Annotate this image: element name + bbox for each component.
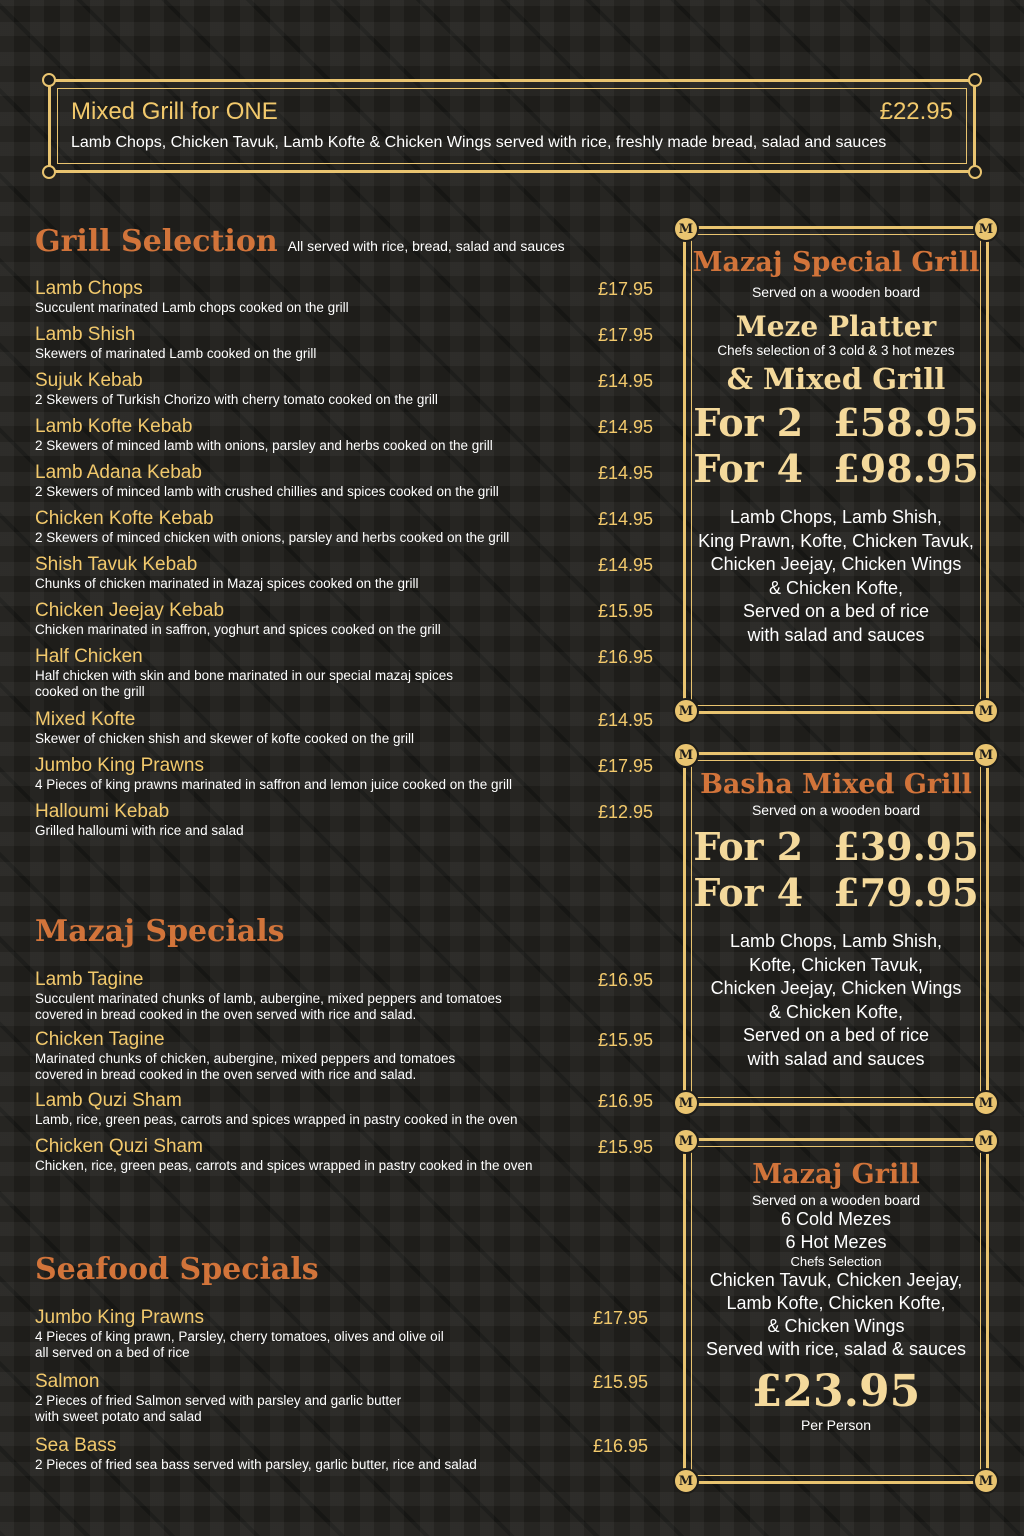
item-description: Skewer of chicken shish and skewer of kofte cooked on the grill — [35, 731, 414, 746]
corner-ornament-icon — [968, 73, 982, 87]
box-title: Basha Mixed Grill — [700, 769, 972, 800]
item-name: Mixed Kofte — [35, 709, 136, 730]
list-item: Served with rice, salad & sauces — [705, 1339, 967, 1359]
item-name: Halloumi Kebab — [35, 801, 170, 822]
basha-mixed-grill-box — [678, 747, 994, 1111]
box-subtitle: Served on a wooden board — [751, 802, 921, 818]
serving-price: £39.95 — [833, 824, 979, 869]
mixed-grill-for-one-banner — [48, 79, 976, 173]
item-price: £17.95 — [597, 756, 653, 776]
list-item: Chicken Tavuk, Chicken Jeejay, — [709, 1270, 963, 1290]
list-item: King Prawn, Kofte, Chicken Tavuk, — [698, 530, 974, 551]
item-name: Lamb Shish — [35, 324, 136, 345]
list-item: 6 Hot Mezes — [785, 1232, 887, 1252]
serving-label: For 2 — [693, 824, 804, 869]
list-item: Chicken Jeejay, Chicken Wings — [710, 978, 962, 998]
menu-item — [35, 709, 655, 747]
list-item: & Chicken Kofte, — [768, 577, 904, 598]
item-price: £16.95 — [597, 647, 653, 667]
list-item: Lamb Chops, Lamb Shish, — [729, 507, 943, 527]
item-name: Jumbo King Prawns — [35, 755, 204, 776]
menu-item — [35, 755, 655, 793]
included-items-list — [686, 1269, 986, 1361]
m-medallion-icon: M — [973, 1128, 999, 1154]
m-medallion-icon: M — [973, 1090, 999, 1116]
banner-price: £22.95 — [879, 98, 953, 125]
list-item: & Chicken Kofte, — [768, 1001, 904, 1022]
item-description: Lamb, rice, green peas, carrots and spices wrapped in pastry cooked in the oven — [35, 1112, 518, 1127]
per-person-price: £23.95 — [751, 1366, 921, 1417]
mezes-list — [686, 1208, 986, 1254]
m-medallion-icon: M — [673, 1090, 699, 1116]
item-description: Succulent marinated Lamb chops cooked on the grill — [35, 300, 349, 315]
item-name: Half Chicken — [35, 646, 143, 667]
item-price: £14.95 — [597, 509, 653, 529]
serving-label: For 2 — [693, 400, 804, 445]
item-name: Salmon — [35, 1371, 100, 1392]
included-items-list — [686, 506, 986, 647]
list-item: Chicken Jeejay, Chicken Wings — [710, 554, 962, 574]
item-description: 2 Pieces of fried Salmon served with parsley and garlic butter — [35, 1393, 402, 1408]
m-medallion-icon: M — [673, 698, 699, 724]
item-description: Chicken, rice, green peas, carrots and spices wrapped in pastry cooked in the oven — [35, 1158, 533, 1173]
item-name: Chicken Tagine — [35, 1029, 165, 1050]
price-row-for-2 — [686, 824, 986, 870]
item-description: 4 Pieces of king prawns marinated in saffron and lemon juice cooked on the grill — [35, 777, 513, 792]
chefs-selection-note: Chefs Selection — [790, 1254, 882, 1269]
corner-ornament-icon — [42, 73, 56, 87]
serving-label: For 4 — [693, 870, 804, 915]
item-price: £14.95 — [597, 710, 653, 730]
item-price: £15.95 — [597, 1137, 653, 1157]
corner-ornament-icon — [968, 165, 982, 179]
item-price: £16.95 — [597, 1091, 653, 1111]
menu-item — [35, 278, 655, 316]
m-medallion-icon: M — [673, 1128, 699, 1154]
item-price: £17.95 — [597, 325, 653, 345]
item-price: £15.95 — [597, 601, 653, 621]
menu-item — [35, 462, 655, 500]
corner-ornament-icon — [42, 165, 56, 179]
item-name: Shish Tavuk Kebab — [35, 554, 198, 575]
item-description-line2: cooked on the grill — [35, 684, 145, 699]
price-row-for-2 — [686, 400, 986, 446]
item-price: £16.95 — [592, 1436, 648, 1456]
per-person-label: Per Person — [800, 1417, 872, 1433]
mazaj-specials-heading: Mazaj Specials — [35, 914, 285, 949]
item-name: Chicken Kofte Kebab — [35, 508, 214, 529]
banner-title: Mixed Grill for ONE — [71, 98, 278, 125]
m-medallion-icon: M — [973, 1468, 999, 1494]
item-name: Sea Bass — [35, 1435, 117, 1456]
box-subtitle: Served on a wooden board — [751, 1192, 921, 1208]
mixed-grill-title: & Mixed Grill — [726, 362, 946, 396]
item-price: £14.95 — [597, 417, 653, 437]
mazaj-grill-box — [678, 1133, 994, 1489]
section-note: All served with rice, bread, salad and sauces — [287, 238, 565, 254]
menu-item — [35, 1029, 655, 1083]
serving-label: For 4 — [693, 446, 804, 491]
item-description: 2 Skewers of minced chicken with onions, parsley and herbs cooked on the grill — [35, 530, 510, 545]
serving-price: £79.95 — [833, 870, 979, 915]
m-medallion-icon: M — [673, 216, 699, 242]
item-description: Marinated chunks of chicken, aubergine, mixed peppers and tomatoes — [35, 1051, 456, 1066]
menu-item — [35, 646, 655, 700]
item-name: Sujuk Kebab — [35, 370, 143, 391]
item-description: 2 Pieces of fried sea bass served with parsley, garlic butter, rice and salad — [35, 1457, 477, 1472]
menu-item — [35, 324, 655, 362]
list-item: & Chicken Wings — [767, 1316, 905, 1336]
price-row-for-4 — [686, 446, 986, 492]
item-description: 4 Pieces of king prawn, Parsley, cherry tomatoes, olives and olive oil — [35, 1329, 444, 1344]
m-medallion-icon: M — [973, 742, 999, 768]
item-price: £16.95 — [597, 970, 653, 990]
m-medallion-icon: M — [973, 216, 999, 242]
serving-price: £58.95 — [833, 400, 979, 445]
grill-selection-heading — [35, 224, 565, 259]
box-title: Mazaj Special Grill — [692, 247, 980, 278]
serving-price: £98.95 — [833, 446, 979, 491]
m-medallion-icon: M — [673, 1468, 699, 1494]
menu-item — [35, 1371, 650, 1425]
item-price: £15.95 — [592, 1372, 648, 1392]
list-item: Lamb Chops, Lamb Shish, — [729, 931, 943, 951]
item-description: Half chicken with skin and bone marinated in our special mazaj spices — [35, 668, 453, 683]
banner-description: Lamb Chops, Chicken Tavuk, Lamb Kofte & Chicken Wings served with rice, freshly made bread, salad and sauces — [71, 134, 887, 151]
item-description: Chicken marinated in saffron, yoghurt and spices cooked on the grill — [35, 622, 441, 637]
item-price: £14.95 — [597, 463, 653, 483]
menu-item — [35, 1307, 650, 1361]
included-items-list — [686, 930, 986, 1071]
m-medallion-icon: M — [973, 698, 999, 724]
item-price: £15.95 — [597, 1030, 653, 1050]
item-price: £17.95 — [597, 279, 653, 299]
meze-platter-subtitle: Chefs selection of 3 cold & 3 hot mezes — [717, 343, 955, 358]
mazaj-special-grill-box — [678, 221, 994, 719]
item-description: Grilled halloumi with rice and salad — [35, 823, 244, 838]
item-price: £12.95 — [597, 802, 653, 822]
section-title: Grill Selection — [35, 224, 278, 259]
seafood-specials-heading: Seafood Specials — [35, 1252, 319, 1287]
item-description: Chunks of chicken marinated in Mazaj spices cooked on the grill — [35, 576, 419, 591]
list-item: Lamb Kofte, Chicken Kofte, — [726, 1293, 946, 1313]
menu-item — [35, 600, 655, 638]
item-price: £14.95 — [597, 371, 653, 391]
list-item: Served on a bed of rice — [742, 601, 930, 621]
m-medallion-icon: M — [673, 742, 699, 768]
item-description: 2 Skewers of minced lamb with crushed chillies and spices cooked on the grill — [35, 484, 499, 499]
item-description: Skewers of marinated Lamb cooked on the grill — [35, 346, 317, 361]
item-name: Chicken Jeejay Kebab — [35, 600, 225, 621]
list-item: with salad and sauces — [747, 1048, 925, 1069]
item-name: Lamb Adana Kebab — [35, 462, 202, 483]
item-name: Lamb Quzi Sham — [35, 1090, 182, 1111]
menu-item — [35, 554, 655, 592]
menu-item — [35, 1090, 655, 1128]
item-name: Lamb Tagine — [35, 969, 144, 990]
item-description: Succulent marinated chunks of lamb, aubergine, mixed peppers and tomatoes — [35, 991, 502, 1006]
meze-platter-title: Meze Platter — [735, 310, 937, 343]
item-description: 2 Skewers of minced lamb with onions, parsley and herbs cooked on the grill — [35, 438, 493, 453]
list-item: 6 Cold Mezes — [780, 1209, 892, 1229]
menu-item — [35, 1136, 655, 1174]
item-description-line2: with sweet potato and salad — [35, 1409, 202, 1424]
list-item: with salad and sauces — [747, 624, 925, 645]
item-name: Chicken Quzi Sham — [35, 1136, 203, 1157]
item-price: £17.95 — [592, 1308, 648, 1328]
price-row-for-4 — [686, 870, 986, 916]
menu-item — [35, 370, 655, 408]
menu-item — [35, 1435, 650, 1473]
item-description-line2: all served on a bed of rice — [35, 1345, 190, 1360]
box-title: Mazaj Grill — [752, 1159, 920, 1190]
menu-item — [35, 969, 655, 1023]
item-name: Jumbo King Prawns — [35, 1307, 204, 1328]
menu-item — [35, 416, 655, 454]
item-description: 2 Skewers of Turkish Chorizo with cherry tomato cooked on the grill — [35, 392, 438, 407]
item-description-line2: covered in bread cooked in the oven served with rice and salad. — [35, 1007, 417, 1022]
menu-item — [35, 801, 655, 839]
item-price: £14.95 — [597, 555, 653, 575]
item-name: Lamb Kofte Kebab — [35, 416, 193, 437]
item-name: Lamb Chops — [35, 278, 143, 299]
item-description-line2: covered in bread cooked in the oven served with rice and salad. — [35, 1067, 417, 1082]
list-item: Kofte, Chicken Tavuk, — [749, 954, 923, 975]
list-item: Served on a bed of rice — [742, 1025, 930, 1045]
box-subtitle: Served on a wooden board — [751, 284, 921, 300]
menu-item — [35, 508, 655, 546]
